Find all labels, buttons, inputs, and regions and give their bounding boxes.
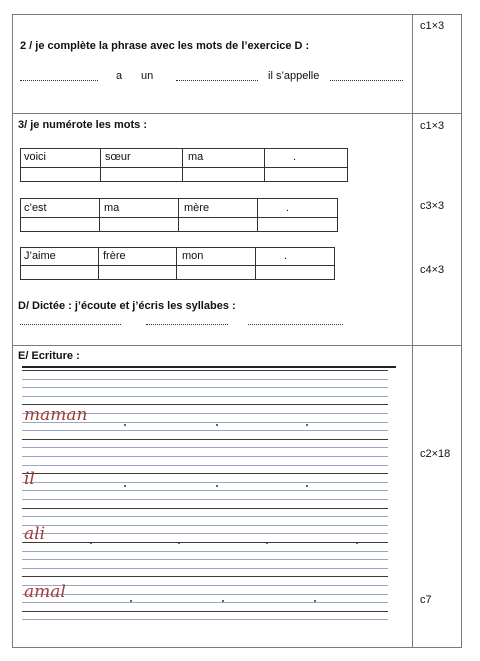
- dictee-blank-2[interactable]: [146, 324, 228, 325]
- guide-dot: [306, 424, 308, 426]
- word-cell: ma: [182, 148, 265, 168]
- score-2: c1×3: [420, 120, 445, 132]
- guide-dot: [314, 600, 316, 602]
- word-cell: J’aime: [20, 247, 99, 266]
- ruled-line: [22, 533, 388, 534]
- ruled-line: [22, 379, 388, 380]
- ruled-line: [22, 370, 388, 371]
- ecriture-top-rule: [22, 366, 396, 368]
- word-il-sappelle: il s’appelle: [268, 70, 320, 82]
- score-3: c3×3: [420, 200, 445, 212]
- word-a: a: [116, 70, 123, 82]
- guide-dot: [222, 600, 224, 602]
- ruled-line: [22, 559, 388, 560]
- ruled-line: [22, 568, 388, 569]
- ruled-line: [22, 516, 388, 517]
- ruled-line: [22, 387, 388, 388]
- exercise-3-title: 3/ je numérote les mots :: [18, 119, 147, 131]
- guide-dot: [178, 542, 180, 544]
- dictee-title: D/ Dictée : j’écoute et j’écris les syllabes :: [18, 300, 236, 312]
- guide-dot: [90, 542, 92, 544]
- ruled-line: [22, 430, 388, 431]
- blank-1[interactable]: [20, 80, 98, 81]
- dictee-blank-3[interactable]: [248, 324, 343, 325]
- number-cell[interactable]: [20, 217, 100, 232]
- word-cell: ma: [99, 198, 179, 218]
- exercise-2-title: 2 / je complète la phrase avec les mots de l’exercice D :: [20, 40, 310, 52]
- model-word: maman: [24, 405, 88, 425]
- ruled-line: [22, 611, 388, 612]
- ruled-line: [22, 619, 388, 620]
- word-cell: voici: [20, 148, 101, 168]
- blank-3[interactable]: [330, 80, 403, 81]
- score-4: c4×3: [420, 264, 445, 276]
- model-word: amal: [24, 582, 66, 602]
- guide-dot: [130, 600, 132, 602]
- ruled-line: [22, 585, 388, 586]
- ruled-line: [22, 465, 388, 466]
- number-cell[interactable]: [255, 265, 335, 280]
- ruled-line: [22, 594, 388, 595]
- number-cell[interactable]: [20, 167, 101, 182]
- word-cell: mon: [176, 247, 256, 266]
- ruled-line: [22, 576, 388, 577]
- number-cell[interactable]: [98, 265, 177, 280]
- ruled-line: [22, 473, 388, 474]
- dictee-blank-1[interactable]: [20, 324, 121, 325]
- guide-dot: [306, 485, 308, 487]
- ruled-line: [22, 508, 388, 509]
- guide-dot: [266, 542, 268, 544]
- number-cell[interactable]: [100, 167, 183, 182]
- model-word: ali: [24, 524, 46, 544]
- ruled-line: [22, 447, 388, 448]
- score-1: c1×3: [420, 20, 445, 32]
- section-divider-2: [12, 345, 462, 346]
- ruled-line: [22, 602, 388, 603]
- ruled-line: [22, 525, 388, 526]
- word-un: un: [141, 70, 154, 82]
- word-cell: frère: [98, 247, 177, 266]
- ruled-line: [22, 456, 388, 457]
- score-5: c2×18: [420, 448, 451, 460]
- word-cell: .: [264, 148, 348, 168]
- word-cell: sœur: [100, 148, 183, 168]
- ruled-line: [22, 551, 388, 552]
- blank-2[interactable]: [176, 80, 258, 81]
- number-cell[interactable]: [99, 217, 179, 232]
- guide-dot: [356, 542, 358, 544]
- ruled-line: [22, 396, 388, 397]
- number-cell[interactable]: [182, 167, 265, 182]
- ruled-line: [22, 499, 388, 500]
- ruled-line: [22, 542, 388, 543]
- number-cell[interactable]: [20, 265, 99, 280]
- ruled-line: [22, 490, 388, 491]
- score-column-divider: [412, 14, 413, 648]
- score-6: c7: [420, 594, 432, 606]
- frame-top: [12, 14, 462, 15]
- model-word: il: [24, 469, 35, 489]
- frame-bottom: [12, 647, 462, 648]
- word-cell: c’est: [20, 198, 100, 218]
- frame-left: [12, 14, 13, 648]
- section-divider-1: [12, 113, 462, 114]
- word-cell: .: [257, 198, 338, 218]
- number-cell[interactable]: [176, 265, 256, 280]
- guide-dot: [216, 485, 218, 487]
- guide-dot: [216, 424, 218, 426]
- number-cell[interactable]: [178, 217, 258, 232]
- ruled-line: [22, 482, 388, 483]
- ecriture-title: E/ Ecriture :: [18, 350, 80, 362]
- guide-dot: [124, 485, 126, 487]
- number-cell[interactable]: [257, 217, 338, 232]
- word-cell: .: [255, 247, 335, 266]
- ruled-line: [22, 439, 388, 440]
- number-cell[interactable]: [264, 167, 348, 182]
- guide-dot: [124, 424, 126, 426]
- word-cell: mère: [178, 198, 258, 218]
- frame-right: [461, 14, 462, 648]
